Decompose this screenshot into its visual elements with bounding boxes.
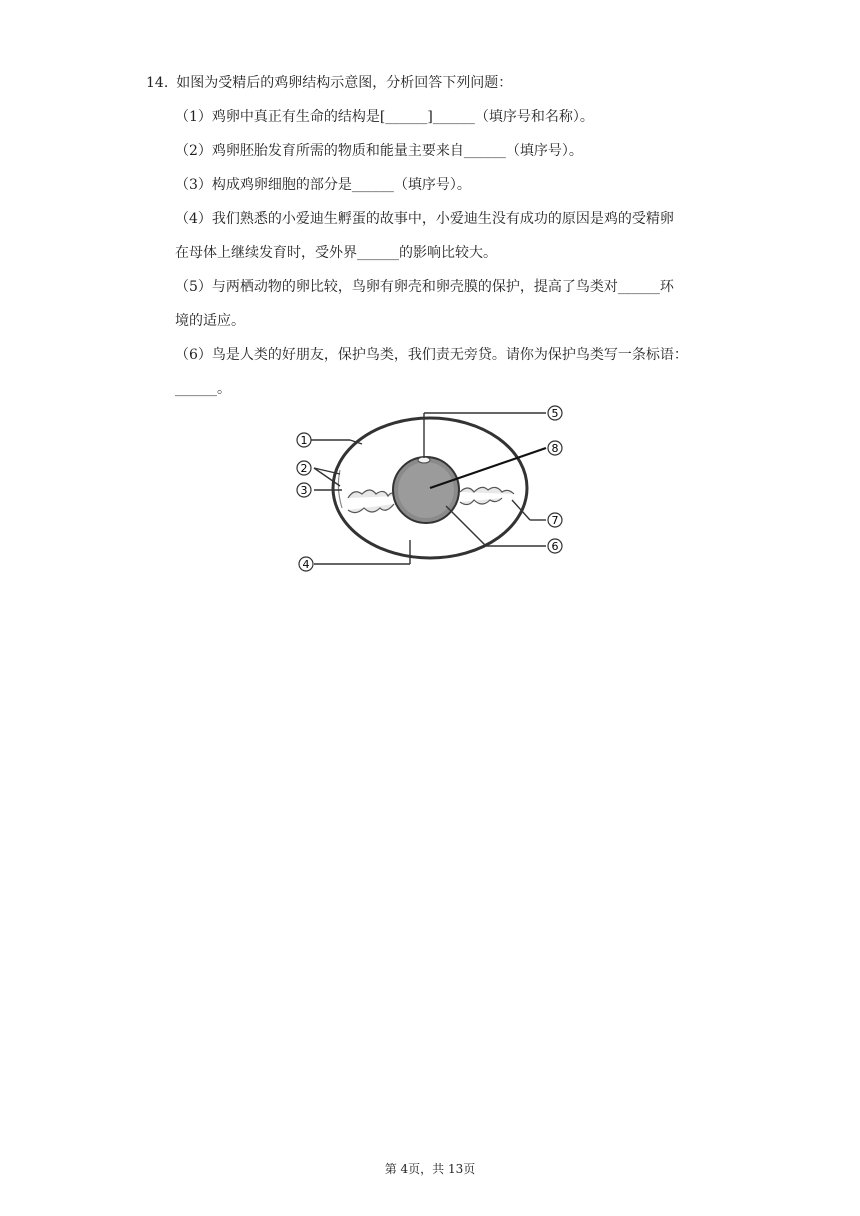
label-1 [297, 433, 311, 447]
question-stem [146, 73, 512, 93]
page-footer: 第 4页，共 13页 [384, 1162, 476, 1176]
egg-diagram-svg [290, 400, 580, 580]
question-part-3: （3）构成鸡卵细胞的部分是______（填序号）。 [175, 177, 471, 193]
question-part-1: （1）鸡卵中真正有生命的结构是[______]______（填序号和名称）。 [175, 109, 594, 125]
label-6 [548, 539, 562, 553]
question-part-2: （2）鸡卵胚胎发育所需的物质和能量主要来自______（填序号）。 [175, 143, 583, 159]
label-7 [548, 513, 562, 527]
svg-text:7: 7 [551, 514, 559, 527]
svg-text:8: 8 [551, 442, 559, 455]
label-2 [297, 461, 311, 475]
question-part-5-cont: 境的适应。 [175, 313, 245, 329]
question-part-6-cont: ______。 [175, 381, 231, 397]
question-part-4-cont: 在母体上继续发育时，受外界______的影响比较大。 [175, 245, 497, 261]
svg-text:5: 5 [551, 407, 559, 420]
label-5 [548, 406, 562, 420]
yolk-inner [398, 462, 454, 518]
question-stem-text: 如图为受精后的鸡卵结构示意图，分析回答下列问题： [176, 75, 513, 91]
svg-text:1: 1 [300, 434, 308, 447]
label-3 [297, 483, 311, 497]
question-number: 14. [146, 75, 169, 91]
label-4 [299, 557, 313, 571]
svg-text:2: 2 [300, 462, 308, 475]
svg-text:4: 4 [302, 558, 310, 571]
svg-text:6: 6 [551, 540, 559, 553]
egg-structure-diagram [290, 400, 580, 580]
question-part-5: （5）与两栖动物的卵比较，鸟卵有卵壳和卵壳膜的保护，提高了鸟类对______环 [175, 279, 674, 295]
question-part-6: （6）鸟是人类的好朋友，保护鸟类，我们责无旁贷。请你为保护鸟类写一条标语： [175, 347, 688, 363]
question-part-4: （4）我们熟悉的小爱迪生孵蛋的故事中，小爱迪生没有成功的原因是鸡的受精卵 [175, 211, 674, 227]
svg-text:3: 3 [300, 484, 308, 497]
label-8 [548, 441, 562, 455]
